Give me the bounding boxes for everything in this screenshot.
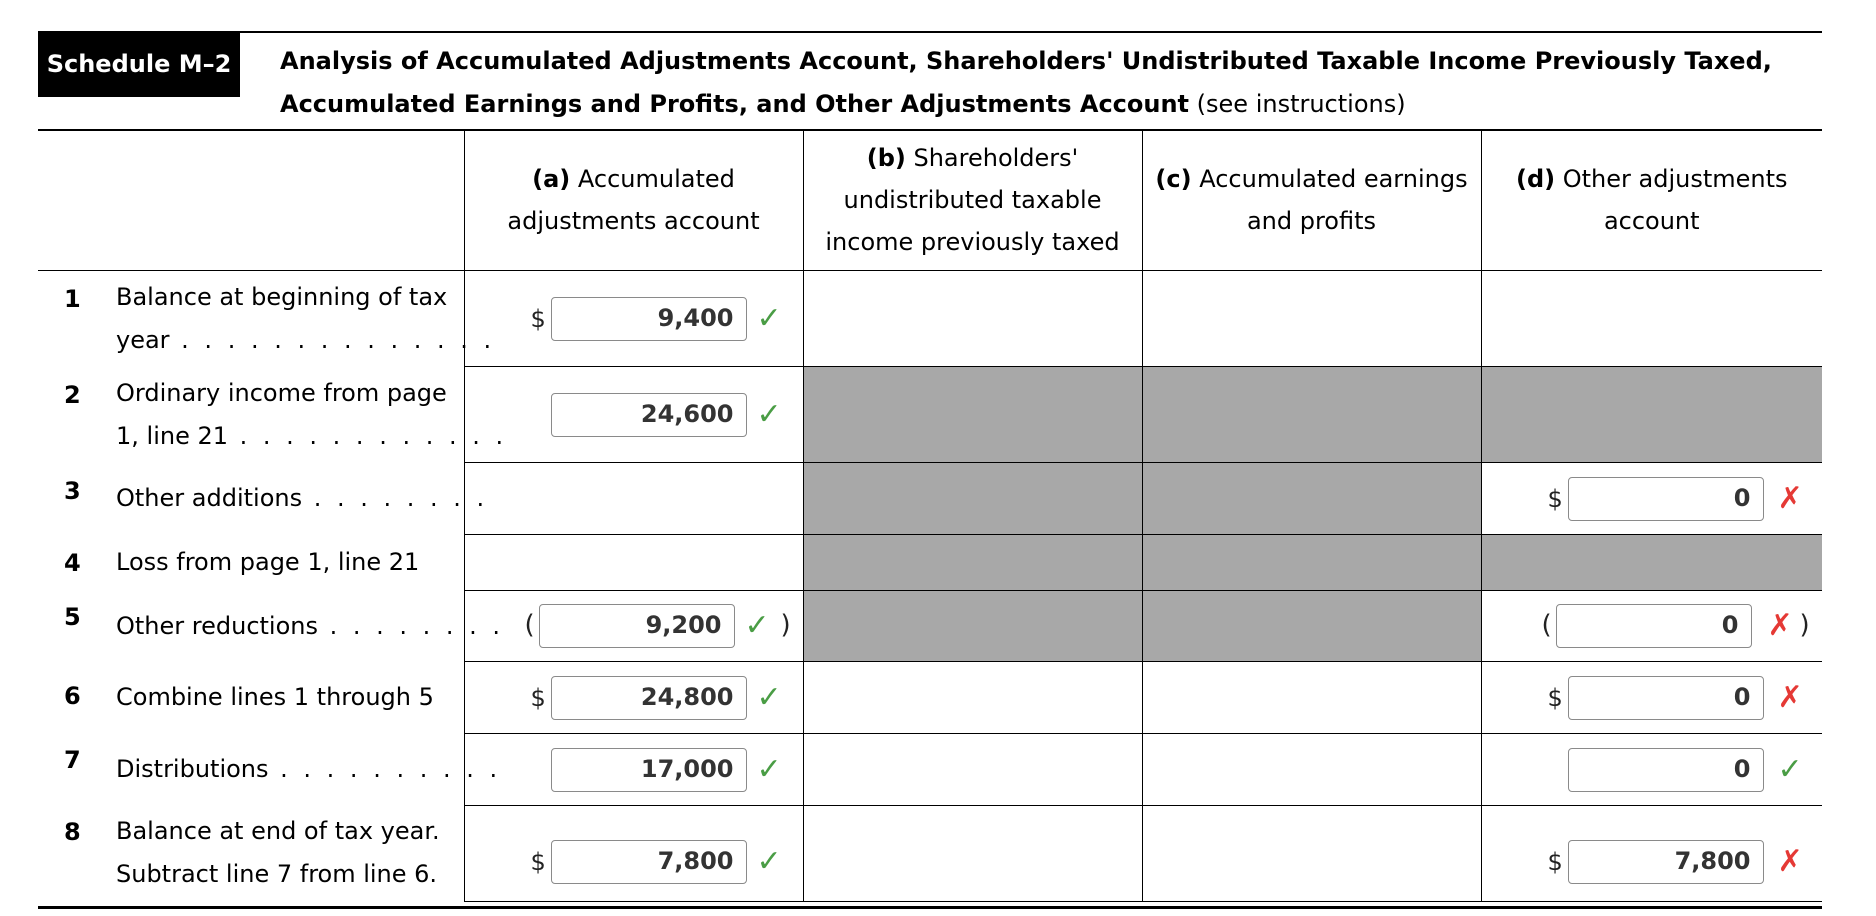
cell-a bbox=[464, 591, 803, 662]
line8-a-input[interactable]: 7,800 bbox=[551, 840, 747, 884]
table-row bbox=[38, 662, 1822, 734]
cell-b bbox=[803, 806, 1142, 902]
bottom-rule bbox=[38, 906, 1822, 909]
incorrect-x-icon: ✗ bbox=[1767, 608, 1793, 643]
correct-check-icon: ✓ bbox=[744, 608, 770, 643]
cell-c-shaded bbox=[1142, 367, 1481, 463]
schedule-title bbox=[280, 40, 1772, 126]
schedule-table bbox=[38, 130, 1822, 902]
column-header-a: (a) Accumulated adjustments account bbox=[464, 130, 803, 271]
table-row bbox=[38, 591, 1822, 662]
dollar-sign: $ bbox=[1547, 485, 1563, 513]
cell-c bbox=[1142, 806, 1481, 902]
open-paren: ( bbox=[524, 610, 535, 640]
correct-check-icon: ✓ bbox=[756, 680, 782, 715]
line7-d-input[interactable]: 0 bbox=[1568, 748, 1764, 792]
cell-a bbox=[464, 734, 803, 806]
cell-d bbox=[1481, 463, 1822, 535]
cell-a bbox=[464, 367, 803, 463]
incorrect-x-icon: ✗ bbox=[1777, 680, 1803, 715]
cell-b-shaded bbox=[803, 535, 1142, 591]
cell-a bbox=[464, 662, 803, 734]
column-header-row bbox=[38, 130, 1822, 271]
column-header-c: (c) Accumulated earnings and profits bbox=[1142, 130, 1481, 271]
line2-a-input[interactable]: 24,600 bbox=[551, 393, 747, 437]
cell-c-shaded bbox=[1142, 591, 1481, 662]
cell-d-shaded bbox=[1481, 535, 1822, 591]
correct-check-icon: ✓ bbox=[756, 844, 782, 879]
schedule-label: Schedule M–2 bbox=[38, 31, 240, 97]
close-paren: ) bbox=[780, 610, 791, 640]
table-row bbox=[38, 734, 1822, 806]
row-label: 8 Balance at end of tax year. Subtract line 7 from line 6. bbox=[38, 806, 464, 902]
cell-d-shaded bbox=[1481, 367, 1822, 463]
cell-d bbox=[1481, 271, 1822, 367]
dollar-sign: $ bbox=[1547, 848, 1563, 876]
line5-d-input[interactable]: 0 bbox=[1556, 604, 1752, 648]
cell-d bbox=[1481, 806, 1822, 902]
line1-a-input[interactable]: 9,400 bbox=[551, 297, 747, 341]
correct-check-icon: ✓ bbox=[1777, 752, 1803, 787]
cell-c-shaded bbox=[1142, 463, 1481, 535]
cell-a bbox=[464, 463, 803, 535]
table-row bbox=[38, 535, 1822, 591]
cell-d bbox=[1481, 734, 1822, 806]
cell-a bbox=[464, 806, 803, 902]
cell-c bbox=[1142, 734, 1481, 806]
open-paren: ( bbox=[1541, 610, 1552, 640]
cell-b bbox=[803, 734, 1142, 806]
title-line-2-note: (see instructions) bbox=[1189, 90, 1406, 118]
cell-d bbox=[1481, 591, 1822, 662]
correct-check-icon: ✓ bbox=[756, 397, 782, 432]
line6-a-input[interactable]: 24,800 bbox=[551, 676, 747, 720]
table-row bbox=[38, 463, 1822, 535]
cell-a bbox=[464, 535, 803, 591]
row-label: 1 Balance at beginning of tax year . . . . . . . . . . . . . . bbox=[38, 271, 464, 367]
incorrect-x-icon: ✗ bbox=[1777, 844, 1803, 879]
row-label: 4 Loss from page 1, line 21 bbox=[38, 535, 464, 591]
cell-b bbox=[803, 271, 1142, 367]
row-label: 3 Other additions . . . . . . . . bbox=[38, 463, 464, 535]
cell-b-shaded bbox=[803, 463, 1142, 535]
cell-b bbox=[803, 662, 1142, 734]
cell-c bbox=[1142, 271, 1481, 367]
column-header-d: (d) Other adjustments account bbox=[1481, 130, 1822, 271]
column-header-b: (b) Shareholders' undistributed taxable income previously taxed bbox=[803, 130, 1142, 271]
cell-d bbox=[1481, 662, 1822, 734]
dollar-sign: $ bbox=[530, 684, 546, 712]
label-column-header bbox=[38, 130, 464, 271]
line7-a-input[interactable]: 17,000 bbox=[551, 748, 747, 792]
cell-c-shaded bbox=[1142, 535, 1481, 591]
dollar-sign: $ bbox=[1547, 684, 1563, 712]
row-label: 2 Ordinary income from page 1, line 21 . . . . . . . . . . . . bbox=[38, 367, 464, 463]
cell-b-shaded bbox=[803, 367, 1142, 463]
line8-d-input[interactable]: 7,800 bbox=[1568, 840, 1764, 884]
row-label: 7 Distributions . . . . . . . . . . bbox=[38, 734, 464, 806]
cell-b-shaded bbox=[803, 591, 1142, 662]
row-label: 6 Combine lines 1 through 5 bbox=[38, 662, 464, 734]
title-line-1: Analysis of Accumulated Adjustments Account, Shareholders' Undistributed Taxable Income Previously Taxed, bbox=[280, 47, 1772, 75]
table-row bbox=[38, 806, 1822, 902]
incorrect-x-icon: ✗ bbox=[1777, 481, 1803, 516]
line3-d-input[interactable]: 0 bbox=[1568, 477, 1764, 521]
cell-c bbox=[1142, 662, 1481, 734]
correct-check-icon: ✓ bbox=[756, 752, 782, 787]
dollar-sign: $ bbox=[530, 848, 546, 876]
table-row bbox=[38, 271, 1822, 367]
correct-check-icon: ✓ bbox=[756, 301, 782, 336]
line6-d-input[interactable]: 0 bbox=[1568, 676, 1764, 720]
close-paren: ) bbox=[1799, 610, 1810, 640]
dollar-sign: $ bbox=[530, 305, 546, 333]
top-rule bbox=[240, 31, 1822, 33]
row-label: 5 Other reductions . . . . . . . . bbox=[38, 591, 464, 662]
title-line-2-bold: Accumulated Earnings and Profits, and Other Adjustments Account bbox=[280, 90, 1190, 118]
table-row bbox=[38, 367, 1822, 463]
cell-a bbox=[464, 271, 803, 367]
line5-a-input[interactable]: 9,200 bbox=[539, 604, 735, 648]
